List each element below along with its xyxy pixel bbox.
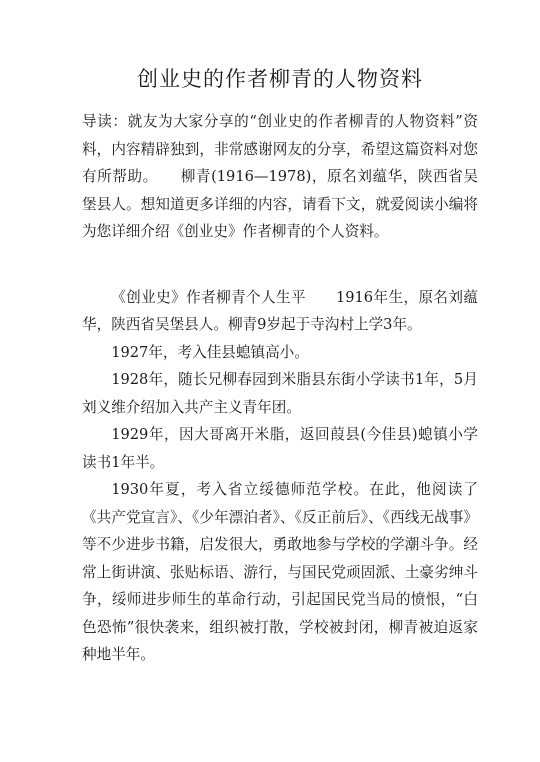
body-paragraph: 《创业史》作者柳青个人生平 1916年生，原名刘蕴华，陕西省吴堡县人。柳青9岁起于寺沟村上学3年。	[82, 288, 478, 333]
document-title: 创业史的作者柳青的人物资料	[137, 67, 423, 91]
section-gap	[82, 246, 478, 284]
body-paragraph: 1929年，因大哥离开米脂，返回葭县(今佳县)螅镇小学读书1年半。	[82, 426, 478, 471]
intro-paragraph: 导读：就友为大家分享的“创业史的作者柳青的人物资料”资料，内容精辟独到，非常感谢网友的分享，希望这篇资料对您有所帮助。 柳青(1916—1978)，原名刘蕴华，陕西省吴堡县人。想知道更多详细的内容，请看下文，就爱阅读小编将为您详细介绍《创业史》作者柳青的个人资料。	[82, 113, 478, 240]
body-paragraph: 1930年夏，考入省立绥德师范学校。在此，他阅读了《共产党宣言》、《少年漂泊者》、《反正前后》、《西线无战事》等不少进步书籍，启发很大，勇敢地参与学校的学潮斗争。经常上街讲演、张贴标语、游行，与国民党顽固派、土豪劣绅斗争，绥师进步师生的革命行动，引起国民党当局的愤恨，“白色恐怖”很快袭来，组织被打散，学校被封闭，柳青被迫返家种地半年。	[82, 481, 478, 663]
body-paragraph: 1928年，随长兄柳春园到米脂县东街小学读书1年，5月刘义维介绍加入共产主义青年团。	[82, 371, 478, 416]
body-paragraph: 1927年，考入佳县螅镇高小。	[111, 343, 309, 361]
